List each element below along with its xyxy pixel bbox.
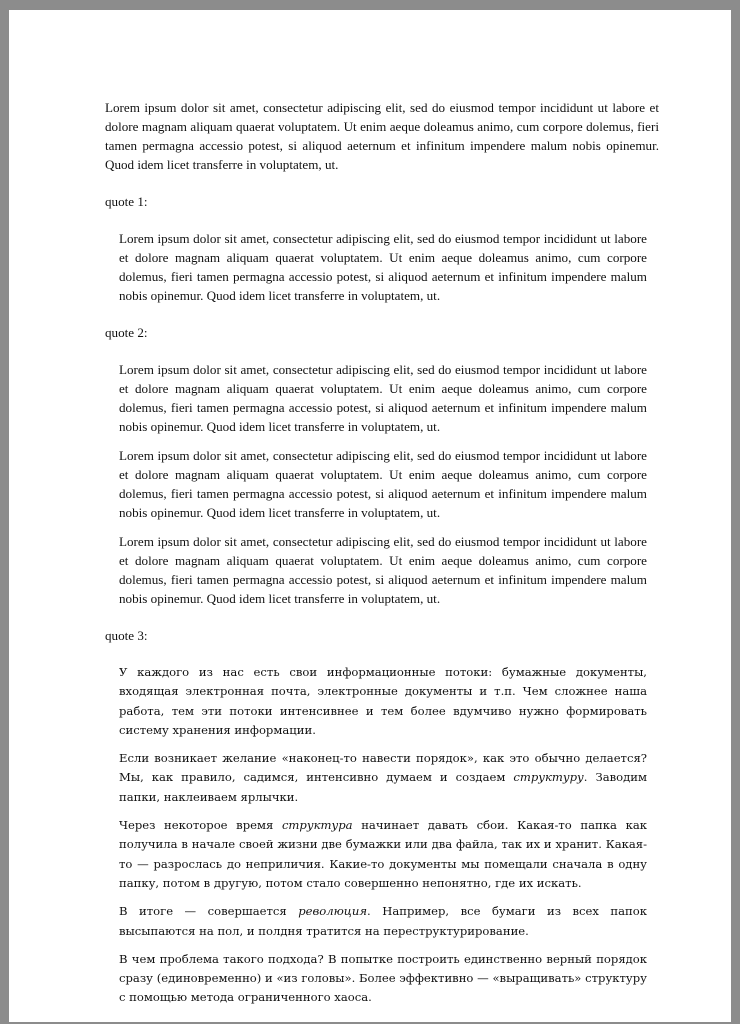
russian-text-lead: Если возникает желание «наконец-то навести порядок», как это обычно делается? Мы, как правило, садимся, интенсивно думаем и создаем — [119, 751, 647, 785]
quote-3-block — [119, 663, 647, 1008]
russian-paragraph — [119, 902, 647, 941]
quote-3-label: quote 3: — [105, 628, 148, 643]
russian-text-lead: В итоге — совершается — [119, 904, 299, 919]
quote-1-label: quote 1: — [105, 194, 148, 209]
russian-paragraph — [119, 749, 647, 807]
russian-text-tail: . Например, все бумаги из всех папок высыпаются на пол, и полдня тратится на переструктурирование. — [119, 904, 648, 938]
russian-paragraph — [119, 950, 647, 1008]
quote-paragraph: Lorem ipsum dolor sit amet, consectetur adipiscing elit, sed do eiusmod tempor incididunt ut labore et dolore magnam aliquam quaerat voluptatem. Ut enim aeque doleamus animo, cum corpore dolemus, fieri tamen permagna accessio potest, si aliquod aeternum et infinitum impendere malum nobis opinemur. Quod idem licet transferre in voluptatem, ut. — [119, 362, 647, 434]
russian-text-lead: В чем проблема такого подхода? В попытке построить единственно верный порядок сразу (единовременно) и «из головы». Более эффективно — «выращивать» структуру с помощью метода ограниченного хаоса. — [119, 951, 647, 1005]
document-page — [9, 10, 731, 1022]
intro-paragraph: Lorem ipsum dolor sit amet, consectetur adipiscing elit, sed do eiusmod tempor incididunt ut labore et dolore magnam aliquam quaerat voluptatem. Ut enim aeque doleamus animo, cum corpore dolemus, fieri tamen permagna accessio potest, si aliquod aeternum et infinitum impendere malum nobis opinemur. Quod idem licet transferre in voluptatem, ut. — [105, 100, 659, 172]
russian-text-lead: Через некоторое время — [119, 818, 282, 833]
document-content — [105, 98, 659, 1008]
russian-paragraph — [119, 663, 647, 740]
quote-2-label: quote 2: — [105, 325, 148, 340]
russian-emphasis: структуру — [513, 770, 584, 785]
russian-text-tail: начинает давать сбои. Какая-то папка как получила в начале своей жизни две бумажки или два файла, так их и хранит. Какая-то — разрослась до неприличия. Какие-то документы мы помещали сначала в одну папку, потом в другую, потом стало совершенно непонятно, где их искать. — [119, 818, 647, 890]
russian-emphasis: революция — [298, 904, 368, 919]
quote-1-block — [119, 229, 647, 305]
russian-text-lead: У каждого из нас есть свои информационные потоки: бумажные документы, входящая электронная почта, электронные документы и т.п. Чем сложнее наша работа, тем эти потоки интенсивнее и тем более вдумчиво нужно формировать систему хранения информации. — [119, 665, 647, 737]
russian-paragraph — [119, 816, 647, 893]
quote-paragraph: Lorem ipsum dolor sit amet, consectetur adipiscing elit, sed do eiusmod tempor incididunt ut labore et dolore magnam aliquam quaerat voluptatem. Ut enim aeque doleamus animo, cum corpore dolemus, fieri tamen permagna accessio potest, si aliquod aeternum et infinitum impendere malum nobis opinemur. Quod idem licet transferre in voluptatem, ut. — [119, 534, 647, 606]
quote-paragraph: Lorem ipsum dolor sit amet, consectetur adipiscing elit, sed do eiusmod tempor incididunt ut labore et dolore magnam aliquam quaerat voluptatem. Ut enim aeque doleamus animo, cum corpore dolemus, fieri tamen permagna accessio potest, si aliquod aeternum et infinitum impendere malum nobis opinemur. Quod idem licet transferre in voluptatem, ut. — [119, 231, 647, 303]
quote-2-block — [119, 360, 647, 608]
russian-emphasis: структура — [281, 818, 353, 833]
russian-text-tail: . Заводим папки, наклеиваем ярлычки. — [119, 770, 647, 804]
quote-paragraph: Lorem ipsum dolor sit amet, consectetur adipiscing elit, sed do eiusmod tempor incididunt ut labore et dolore magnam aliquam quaerat voluptatem. Ut enim aeque doleamus animo, cum corpore dolemus, fieri tamen permagna accessio potest, si aliquod aeternum et infinitum impendere malum nobis opinemur. Quod idem licet transferre in voluptatem, ut. — [119, 448, 647, 520]
